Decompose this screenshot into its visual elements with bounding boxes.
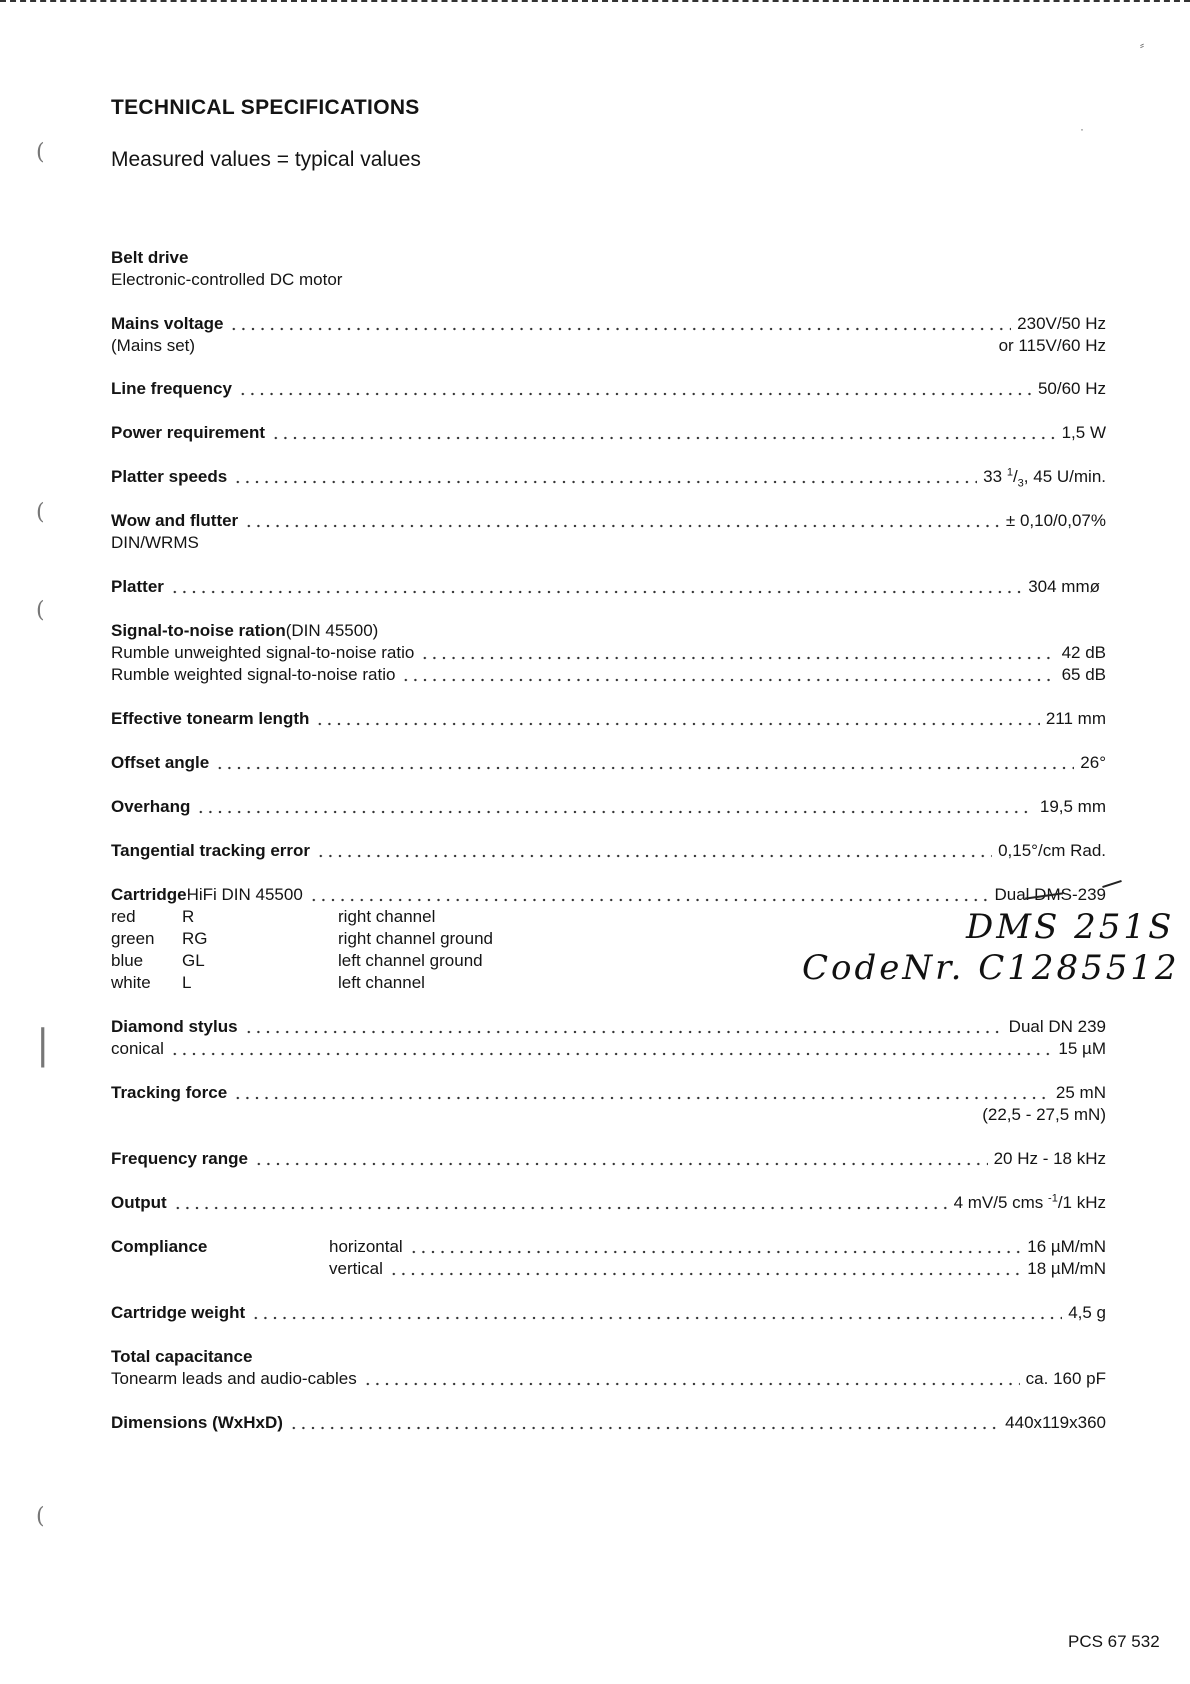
spec-label: Dimensions (WxHxD): [111, 1413, 283, 1432]
leader-dots: [170, 578, 1022, 594]
leader-dots: [271, 424, 1056, 440]
wire-code: L: [182, 973, 192, 992]
spec-tracking-force-range: [111, 1104, 1106, 1126]
spec-compliance-vertical: [111, 1258, 1106, 1280]
spec-overhang: [111, 796, 1106, 818]
spec-label: Platter speeds: [111, 467, 228, 486]
leader-dots: [238, 380, 1032, 396]
wire-color: blue: [111, 951, 144, 970]
spec-dimensions: [111, 1412, 1106, 1434]
scan-mark: (: [36, 500, 45, 525]
spec-platter: [111, 576, 1106, 598]
wire-color: red: [111, 907, 136, 926]
scan-mark: (: [36, 598, 45, 623]
spec-label: Offset angle: [111, 753, 210, 772]
spec-wow-flutter: [111, 510, 1106, 532]
spec-diamond-stylus-type: [111, 1038, 1106, 1060]
leader-dots: [254, 1150, 988, 1166]
spec-snr-weighted: [111, 664, 1106, 686]
spec-label: Effective tonearm length: [111, 709, 310, 728]
wire-code: GL: [182, 951, 205, 970]
spec-platter-speeds: [111, 466, 1106, 488]
wire-color: green: [111, 929, 155, 948]
handwritten-code: CodeNr. C1285512: [802, 948, 1180, 988]
spec-label: Tonearm leads and audio-cables: [111, 1369, 357, 1388]
scan-mark: |: [36, 1022, 50, 1068]
leader-dots: [363, 1370, 1020, 1386]
spec-label: Signal-to-noise ration: [111, 621, 286, 640]
leader-dots: [316, 842, 992, 858]
wire-code: RG: [182, 929, 208, 948]
spec-value: 15 µM: [1058, 1039, 1106, 1058]
leader-dots: [389, 1260, 1021, 1276]
spec-label: Mains voltage: [111, 314, 224, 333]
spec-label: Frequency range: [111, 1149, 248, 1168]
spec-value: 230V/50 Hz: [1017, 314, 1106, 333]
leader-dots: [401, 666, 1055, 682]
spec-value: 211 mm: [1045, 709, 1106, 728]
leader-dots: [173, 1194, 948, 1210]
spec-value: 65 dB: [1061, 665, 1106, 684]
leader-dots: [215, 754, 1074, 770]
spec-value: 42 dB: [1061, 643, 1106, 662]
spec-label: Output: [111, 1193, 167, 1212]
scan-mark: (: [36, 140, 45, 165]
spec-cartridge: [111, 884, 1106, 906]
wire-color: white: [111, 973, 151, 992]
leader-dots: [196, 798, 1034, 814]
leader-dots: [289, 1414, 999, 1430]
spec-label: Platter: [111, 577, 164, 596]
leader-dots: [309, 886, 989, 902]
spec-value: 0,15°/cm Rad.: [998, 841, 1106, 860]
spec-compliance-horizontal: [111, 1236, 1106, 1258]
spec-value: 1,5 W: [1061, 423, 1106, 442]
handwritten-tick: [1102, 880, 1122, 888]
scan-speck: ⸗: [1140, 38, 1144, 52]
spec-value: ca. 160 pF: [1025, 1369, 1106, 1388]
spec-value: 25 mN: [1055, 1083, 1106, 1102]
spec-label: Power requirement: [111, 423, 265, 442]
spec-label: Compliance: [111, 1237, 208, 1256]
spec-label: Cartridge: [111, 885, 187, 904]
spec-diamond-stylus: [111, 1016, 1106, 1038]
leader-dots: [251, 1304, 1062, 1320]
spec-tracking-error: [111, 840, 1106, 862]
document-code: PCS 67 532: [1068, 1632, 1160, 1651]
spec-mains-voltage-alt: [111, 335, 1106, 357]
wire-desc: right channel: [338, 907, 436, 926]
spec-label: conical: [111, 1039, 164, 1058]
spec-snr-unweighted: [111, 642, 1106, 664]
spec-value: 50/60 Hz: [1037, 379, 1106, 398]
belt-drive-heading: Belt drive: [111, 248, 189, 267]
spec-value: 26°: [1080, 753, 1106, 772]
belt-drive-description: Electronic-controlled DC motor: [111, 270, 343, 289]
spec-label: Line frequency: [111, 379, 232, 398]
spec-snr-heading: [111, 620, 1106, 642]
spec-sub-label: vertical: [329, 1259, 383, 1278]
spec-standard: HiFi DIN 45500: [186, 885, 303, 904]
spec-note: DIN/WRMS: [111, 533, 199, 552]
leader-dots: [229, 315, 1011, 331]
spec-standard: (DIN 45500): [285, 621, 379, 640]
spec-offset-angle: [111, 752, 1106, 774]
spec-mains-voltage: [111, 313, 1106, 335]
spec-value: 4,5 g: [1068, 1303, 1106, 1322]
leader-dots: [244, 1018, 1003, 1034]
spec-sub-label: horizontal: [329, 1237, 403, 1256]
spec-label: Diamond stylus: [111, 1017, 238, 1036]
leader-dots: [170, 1040, 1052, 1056]
spec-label: Rumble unweighted signal-to-noise ratio: [111, 643, 415, 662]
spec-wow-flutter-note: [111, 532, 1106, 554]
leader-dots: [233, 1084, 1050, 1100]
wire-code: R: [182, 907, 195, 926]
spec-line-frequency: [111, 378, 1106, 400]
spec-value: 33 $^1/_3$, 45 U/min.: [983, 466, 1106, 490]
spec-capacitance-heading: [111, 1346, 1106, 1368]
spec-output: [111, 1192, 1106, 1214]
spec-label: Wow and flutter: [111, 511, 239, 530]
leader-dots: [315, 710, 1039, 726]
spec-capacitance: [111, 1368, 1106, 1390]
leader-dots: [420, 644, 1055, 660]
spec-frequency-range: [111, 1148, 1106, 1170]
spec-label: Tracking force: [111, 1083, 228, 1102]
spec-value: Dual DN 239: [1008, 1017, 1106, 1036]
spec-value: Dual DMS-239: [994, 885, 1106, 904]
page-title: TECHNICAL SPECIFICATIONS: [111, 96, 420, 119]
spec-tracking-force: [111, 1082, 1106, 1104]
wire-desc: left channel ground: [338, 951, 483, 970]
scan-speck: ·: [1080, 122, 1084, 136]
spec-value: 20 Hz - 18 kHz: [993, 1149, 1106, 1168]
scan-mark: (: [36, 1504, 45, 1529]
spec-value-range: (22,5 - 27,5 mN): [982, 1105, 1106, 1124]
spec-value: 19,5 mm: [1039, 797, 1106, 816]
leader-dots: [244, 512, 1000, 528]
spec-value-alt: or 115V/60 Hz: [998, 336, 1106, 355]
spec-label: Rumble weighted signal-to-noise ratio: [111, 665, 396, 684]
spec-value: ± 0,10/0,07%: [1005, 511, 1106, 530]
spec-label: Cartridge weight: [111, 1303, 246, 1322]
spec-label: Tangential tracking error: [111, 841, 311, 860]
wire-desc: right channel ground: [338, 929, 494, 948]
spec-note: (Mains set): [111, 336, 196, 355]
spec-power-requirement: [111, 422, 1106, 444]
spec-value: 16 µM/mN: [1027, 1237, 1106, 1256]
spec-value: 18 µM/mN: [1027, 1259, 1106, 1278]
page-top-border: [0, 0, 1190, 2]
spec-label: Total capacitance: [111, 1347, 253, 1366]
handwritten-model: DMS 251S: [966, 907, 1175, 947]
spec-value: 304 mmø: [1028, 577, 1100, 596]
leader-dots: [233, 468, 977, 484]
spec-label: Overhang: [111, 797, 191, 816]
spec-tonearm-length: [111, 708, 1106, 730]
spec-cartridge-weight: [111, 1302, 1106, 1324]
spec-value: 440x119x360: [1005, 1413, 1106, 1432]
page-subtitle: Measured values = typical values: [111, 148, 421, 171]
wire-desc: left channel: [338, 973, 425, 992]
spec-value: 4 mV/5 cms $^{-1}$/1 kHz: [953, 1192, 1106, 1212]
leader-dots: [409, 1238, 1022, 1254]
